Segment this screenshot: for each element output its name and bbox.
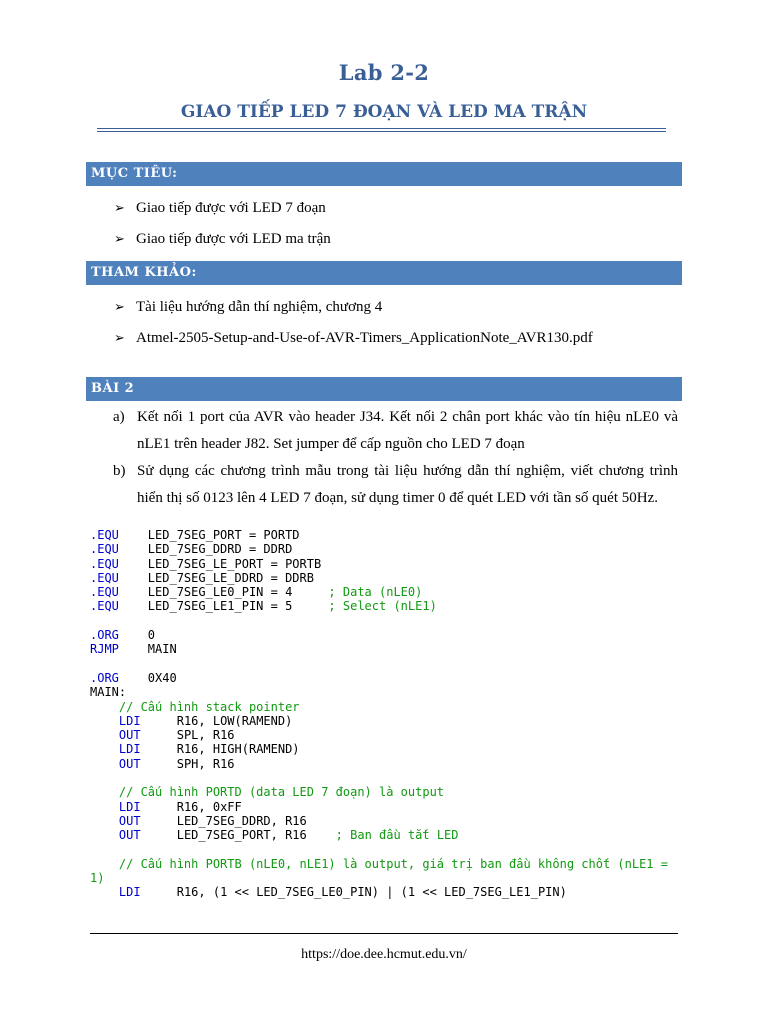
code-text: R16, (1 << LED_7SEG_LE0_PIN) | (1 << LED_7SEG_LE1_PIN) [140, 885, 567, 900]
code-text [90, 857, 119, 871]
code-line [90, 557, 668, 571]
arrow-bullet-icon: ➢ [114, 299, 125, 314]
reference-item-text: Atmel-2505-Setup-and-Use-of-AVR-Timers_ApplicationNote_AVR130.pdf [136, 330, 593, 346]
lab-title: Lab 2-2 [338, 60, 430, 85]
code-line [90, 742, 668, 756]
code-comment: // Cấu hình stack pointer [118, 699, 300, 714]
arrow-bullet-icon: ➢ [114, 200, 125, 215]
objective-item [114, 198, 326, 218]
code-text: SPL, R16 [140, 728, 235, 743]
section-objectives-header: MỤC TIÊU: [86, 162, 682, 186]
code-text: 0 [118, 628, 156, 643]
code-text: LED_7SEG_LE1_PIN = 5 [118, 599, 329, 614]
code-line [90, 714, 668, 728]
title-divider [97, 131, 666, 132]
code-line [90, 800, 668, 814]
code-keyword: .EQU [90, 556, 119, 571]
code-keyword: OUT [118, 756, 141, 771]
code-text: MAIN: [90, 685, 127, 700]
code-keyword: .EQU [90, 528, 119, 542]
code-line [90, 528, 668, 542]
code-line [90, 614, 668, 628]
code-text: SPH, R16 [140, 756, 235, 771]
section-exercise-header: BÀI 2 [86, 377, 682, 401]
code-text [90, 800, 119, 814]
task-text: Kết nối 1 port của AVR vào header J34. Kết nối 2 chân port khác vào tín hiệu nLE0 và nLE1 trên header J82. Set jumper để cấp nguồn cho LED 7 đoạn [137, 409, 678, 452]
code-text: LED_7SEG_DDRD, R16 [140, 813, 307, 828]
code-text [90, 785, 119, 799]
code-line [90, 871, 668, 885]
code-text: 0X40 [118, 670, 177, 685]
code-keyword: .ORG [90, 628, 119, 643]
code-line [90, 700, 668, 714]
code-line [90, 757, 668, 771]
code-line [90, 599, 668, 613]
footer-divider [90, 933, 678, 934]
arrow-bullet-icon: ➢ [114, 330, 125, 345]
code-text: LED_7SEG_LE_DDRD = DDRB [118, 570, 314, 585]
code-keyword: RJMP [90, 642, 119, 657]
arrow-bullet-icon: ➢ [114, 231, 125, 246]
code-keyword: .ORG [90, 670, 119, 685]
code-line [90, 785, 668, 799]
code-line [90, 857, 668, 871]
code-text [90, 757, 119, 771]
code-line [90, 814, 668, 828]
code-keyword: LDI [118, 799, 141, 814]
code-keyword: LDI [118, 713, 141, 728]
task-label: b) [113, 463, 126, 479]
code-text [90, 885, 119, 899]
task-text: Sử dụng các chương trình mẫu trong tài liệu hướng dẫn thí nghiệm, viết chương trình hiển thị số 0123 lên 4 LED 7 đoạn, sử dụng timer 0 để quét LED với tần số quét 50Hz. [137, 463, 678, 506]
code-line [90, 585, 668, 599]
code-line [90, 885, 668, 899]
code-text [90, 714, 119, 728]
code-line [90, 685, 668, 699]
footer-url: https://doe.dee.hcmut.edu.vn/ [301, 947, 467, 962]
code-keyword: OUT [118, 813, 141, 828]
code-text: R16, LOW(RAMEND) [140, 713, 293, 728]
code-line [90, 542, 668, 556]
objective-item-text: Giao tiếp được với LED ma trận [136, 231, 331, 247]
code-keyword: LDI [118, 885, 141, 900]
code-comment: // Cấu hình PORTB (nLE0, nLE1) là output, giá trị ban đầu không chốt (nLE1 = [118, 856, 668, 871]
code-keyword: .EQU [90, 585, 119, 600]
code-text [90, 700, 119, 714]
code-keyword: OUT [118, 828, 141, 843]
code-line [90, 771, 668, 785]
code-keyword: OUT [118, 728, 141, 743]
section-references-header: THAM KHẢO: [86, 261, 682, 285]
code-text [90, 728, 119, 742]
code-keyword: .EQU [90, 570, 119, 585]
code-text [90, 814, 119, 828]
title-divider [97, 128, 666, 129]
code-line [90, 628, 668, 642]
code-line [90, 642, 668, 656]
code-keyword: .EQU [90, 599, 119, 614]
code-text [90, 742, 119, 756]
code-keyword: LDI [118, 742, 141, 757]
code-comment: ; Select (nLE1) [328, 599, 437, 614]
code-line [90, 657, 668, 671]
lab-subtitle: GIAO TIẾP LED 7 ĐOẠN VÀ LED MA TRẬN [180, 102, 588, 122]
code-text: LED_7SEG_DDRD = DDRD [118, 542, 293, 557]
exercise-task [113, 404, 678, 458]
reference-item [114, 297, 382, 317]
code-text [90, 828, 119, 842]
code-text: LED_7SEG_LE_PORT = PORTB [118, 556, 322, 571]
code-comment: 1) [90, 871, 105, 886]
code-comment: ; Data (nLE0) [328, 585, 423, 600]
code-text: R16, HIGH(RAMEND) [140, 742, 300, 757]
exercise-task [113, 458, 678, 512]
code-line [90, 671, 668, 685]
objective-item [114, 229, 331, 249]
code-listing [90, 528, 668, 900]
code-line [90, 828, 668, 842]
code-comment: ; Ban đầu tắt LED [335, 828, 459, 843]
reference-item [114, 328, 593, 348]
code-comment: // Cấu hình PORTD (data LED 7 đoạn) là output [118, 785, 445, 800]
code-keyword: .EQU [90, 542, 119, 557]
code-line [90, 571, 668, 585]
code-text: MAIN [118, 642, 177, 657]
task-label: a) [113, 409, 125, 425]
objective-item-text: Giao tiếp được với LED 7 đoạn [136, 200, 326, 216]
code-text: LED_7SEG_LE0_PIN = 4 [118, 585, 329, 600]
code-text: LED_7SEG_PORT, R16 [140, 828, 336, 843]
code-text: R16, 0xFF [140, 799, 242, 814]
code-line [90, 728, 668, 742]
code-line [90, 843, 668, 857]
code-text: LED_7SEG_PORT = PORTD [118, 528, 300, 542]
reference-item-text: Tài liệu hướng dẫn thí nghiệm, chương 4 [136, 299, 383, 315]
